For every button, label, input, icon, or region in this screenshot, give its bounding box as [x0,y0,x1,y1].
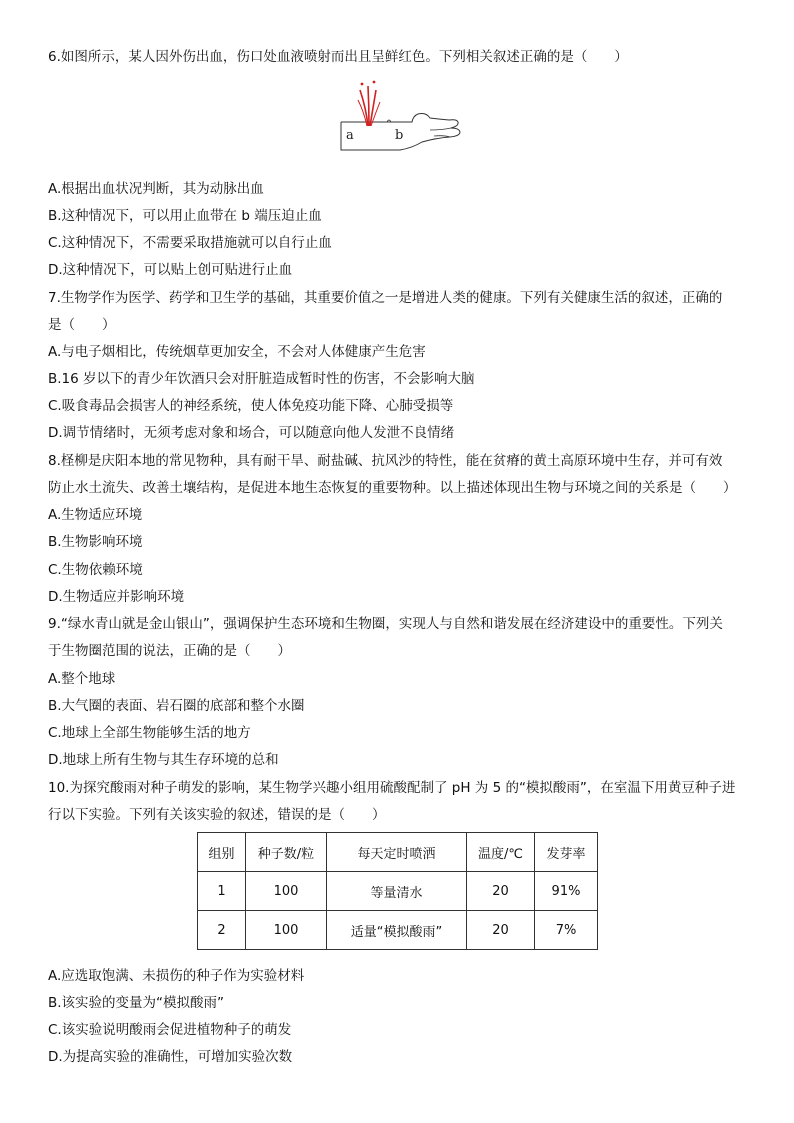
label-a: a [346,128,354,143]
table-cell: 适量“模拟酸雨” [327,911,467,950]
q8-option-a: A.生物适应环境 [48,507,143,523]
table-cell: 1 [198,872,246,911]
table-cell: 100 [246,872,327,911]
q6-option-a: A.根据出血状况判断，其为动脉出血 [48,181,264,197]
header-seed-count: 种子数/粒 [246,833,327,872]
q9-option-d: D.地球上所有生物与其生存环境的总和 [48,752,279,768]
q7-option-c: C.吸食毒品会损害人的神经系统，使人体免疫功能下降、心肺受损等 [48,398,454,414]
q7-option-d: D.调节情绪时，无须考虑对象和场合，可以随意向他人发泄不良情绪 [48,425,455,441]
q10-option-b: B.该实验的变量为“模拟酸雨” [48,995,225,1011]
table-cell: 等量清水 [327,872,467,911]
table-cell: 20 [467,872,535,911]
q8-option-d: D.生物适应并影响环境 [48,589,185,605]
table-cell: 100 [246,911,327,950]
q8-option-b: B.生物影响环境 [48,534,143,550]
q6-option-c: C.这种情况下，不需要采取措施就可以自行止血 [48,235,332,251]
q6-option-b: B.这种情况下，可以用止血带在 b 端压迫止血 [48,208,322,224]
header-germination-rate: 发芽率 [535,833,598,872]
table-cell: 2 [198,911,246,950]
table-cell: 91% [535,872,598,911]
q9-option-b: B.大气圈的表面、岩石圈的底部和整个水圈 [48,698,305,714]
q10-option-d: D.为提高实验的准确性，可增加实验次数 [48,1049,293,1065]
q8-stem-line2: 防止水土流失、改善土壤结构，是促进本地生态恢复的重要物种。以上描述体现出生物与环境之间的关系是（ ） [48,480,737,496]
q10-stem-line1: 10.为探究酸雨对种子萌发的影响，某生物学兴趣小组用硫酸配制了 pH 为 5 的“模拟酸雨”，在室温下用黄豆种子进 [48,780,736,796]
header-temperature: 温度/℃ [467,833,535,872]
q10-stem-line2: 行以下实验。下列有关该实验的叙述，错误的是（ ） [48,807,386,823]
header-spray: 每天定时喷洒 [327,833,467,872]
experiment-table [197,832,598,950]
q8-stem-line1: 8.柽柳是庆阳本地的常见物种，具有耐干旱、耐盐碱、抗风沙的特性，能在贫瘠的黄土高原环境中生存，并可有效 [48,453,723,469]
q10-option-c: C.该实验说明酸雨会促进植物种子的萌发 [48,1022,292,1038]
q10-option-a: A.应选取饱满、未损伤的种子作为实验材料 [48,968,305,984]
q9-stem-line2: 于生物圈范围的说法，正确的是（ ） [48,643,291,659]
table-row [198,872,598,911]
q8-option-c: C.生物依赖环境 [48,562,143,578]
q9-option-a: A.整个地球 [48,671,116,687]
q6-option-d: D.这种情况下，可以贴上创可贴进行止血 [48,262,293,278]
q7-option-a: A.与电子烟相比，传统烟草更加安全，不会对人体健康产生危害 [48,344,426,360]
label-b: b [395,128,404,143]
q7-stem-line2: 是（ ） [48,317,116,333]
blood-spurt-icon [358,81,380,126]
wound-bleeding-figure [338,78,464,154]
header-group: 组别 [198,833,246,872]
q7-option-b: B.16 岁以下的青少年饮酒只会对肝脏造成暂时性的伤害，不会影响大脑 [48,371,475,387]
table-cell: 20 [467,911,535,950]
q9-option-c: C.地球上全部生物能够生活的地方 [48,725,251,741]
table-header-row [198,833,598,872]
q7-stem-line1: 7.生物学作为医学、药学和卫生学的基础，其重要价值之一是增进人类的健康。下列有关健康生活的叙述，正确的 [48,290,723,306]
table-cell: 7% [535,911,598,950]
q9-stem-line1: 9.“绿水青山就是金山银山”，强调保护生态环境和生物圈，实现人与自然和谐发展在经济建设中的重要性。下列关 [48,616,723,632]
table-row [198,911,598,950]
q6-stem: 6.如图所示，某人因外伤出血，伤口处血液喷射而出且呈鲜红色。下列相关叙述正确的是（ ） [48,49,628,65]
